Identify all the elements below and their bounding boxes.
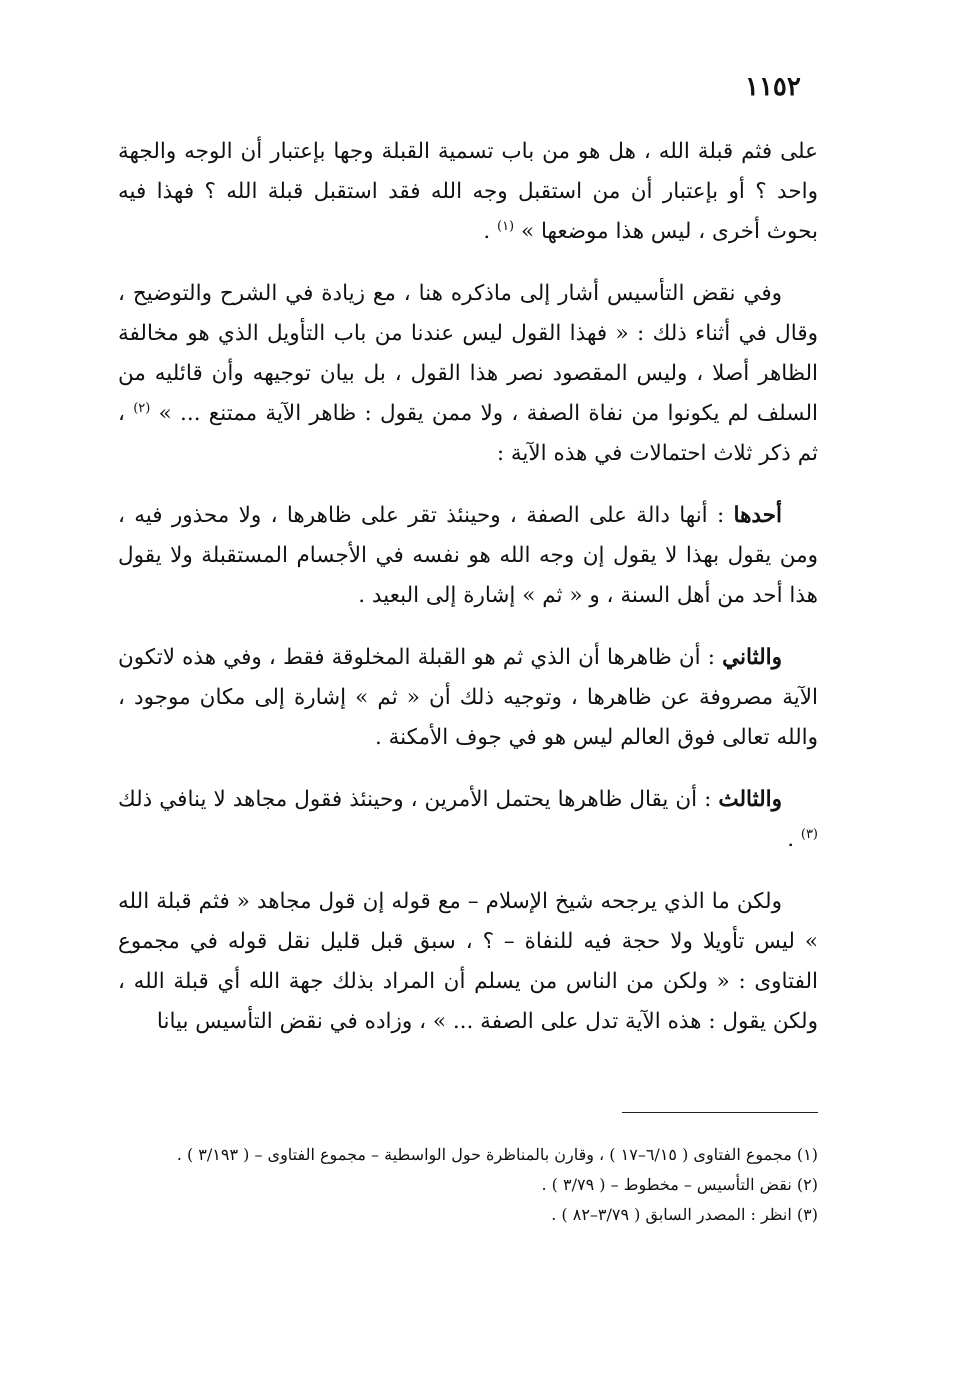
page-number: ١١٥٢ xyxy=(745,72,801,102)
footnote-ref: (٢) xyxy=(133,400,151,416)
footnote-ref: (١) xyxy=(496,218,515,234)
footnote-2: (٢) نقض التأسيس – مخطوط – ( ٣/٧٩ ) . xyxy=(541,1175,818,1194)
paragraph-lead: والثاني xyxy=(722,645,782,670)
footnote-divider xyxy=(622,1112,818,1113)
body-text xyxy=(118,132,818,1064)
paragraph-tail: ، ثم ذكر ثلاث احتمالات في هذه الآية : xyxy=(118,401,818,466)
paragraph-lead: والثالث xyxy=(718,787,782,812)
paragraph-lead: أحدها xyxy=(733,503,782,528)
paragraph-3 xyxy=(118,496,818,616)
paragraph-text: : أن يقال ظاهرها يحتمل الأمرين ، وحينئذ فقول مجاهد لا ينافي ذلك xyxy=(118,787,719,812)
paragraph-text: ولكن ما الذي يرجحه شيخ الإسلام – مع قوله إن قول مجاهد « فثم قبلة الله » ليس تأويلا ولا حجة فيه للنفاة – ؟ ، سبق قبل قليل نقل قوله في مجموع الفتاوى : « ولكن من الناس من يسلم أن المراد بذلك جهة الله أي قبلة الله ، ولكن يقول : هذه الآية تدل على الصفة ... » ، وزاده في نقض التأسيس بيانا xyxy=(118,889,818,1034)
paragraph-1 xyxy=(118,132,818,252)
footnote-ref: (٣) xyxy=(800,826,818,842)
paragraph-text: : أنها دالة على الصفة ، وحينئذ تقر على ظاهرها ، ولا محذور فيه ، ومن يقول بهذا لا يقول إن وجه الله هو نفسه في الأجسام المستقبلة ولا يقول هذا أحد من أهل السنة ، و « ثم » إشارة إلى البعيد . xyxy=(118,503,818,608)
paragraph-6 xyxy=(118,882,818,1042)
paragraph-5 xyxy=(118,780,818,860)
footnote-3: (٣) انظر : المصدر السابق ( ٣/٧٩–٨٢ ) . xyxy=(551,1205,818,1224)
paragraph-tail: . xyxy=(483,219,497,244)
paragraph-text: وفي نقض التأسيس أشار إلى ماذكره هنا ، مع زيادة في الشرح والتوضيح ، وقال في أثناء ذلك : « فهذا القول ليس عندنا من باب التأويل الذي هو مخالفة الظاهر أصلا ، وليس المقصود نصر هذا القول ، بل بيان توجيهه وأن قائليه من السلف لم يكونوا من نفاة الصفة ، ولا ممن يقول : ظاهر الآية ممتنع ... » xyxy=(118,281,818,426)
footnotes xyxy=(118,1140,818,1230)
paragraph-tail: . xyxy=(787,827,801,852)
paragraph-2 xyxy=(118,274,818,474)
paragraph-text: : أن ظاهرها أن الذي ثم هو القبلة المخلوقة فقط ، وفي هذه لاتكون الآية مصروفة عن ظاهرها ، وتوجيه ذلك أن « ثم » إشارة إلى مكان موجود ، والله تعالى فوق العالم ليس هو في جوف الأمكنة . xyxy=(118,645,818,750)
paragraph-text: على فثم قبلة الله ، هل هو من باب تسمية القبلة وجها بإعتبار أن الوجه والجهة واحد ؟ أو بإعتبار أن من استقبل وجه الله فقد استقبل قبلة الله ؟ فهذا فيه بحوث أخرى ، ليس هذا موضعها » xyxy=(118,139,818,244)
paragraph-4 xyxy=(118,638,818,758)
footnote-1: (١) مجموع الفتاوى ( ٦/١٥–١٧ ) ، وقارن بالمناظرة حول الواسطية – مجموع الفتاوى – ( ٣/١٩٣ ) . xyxy=(176,1145,818,1164)
